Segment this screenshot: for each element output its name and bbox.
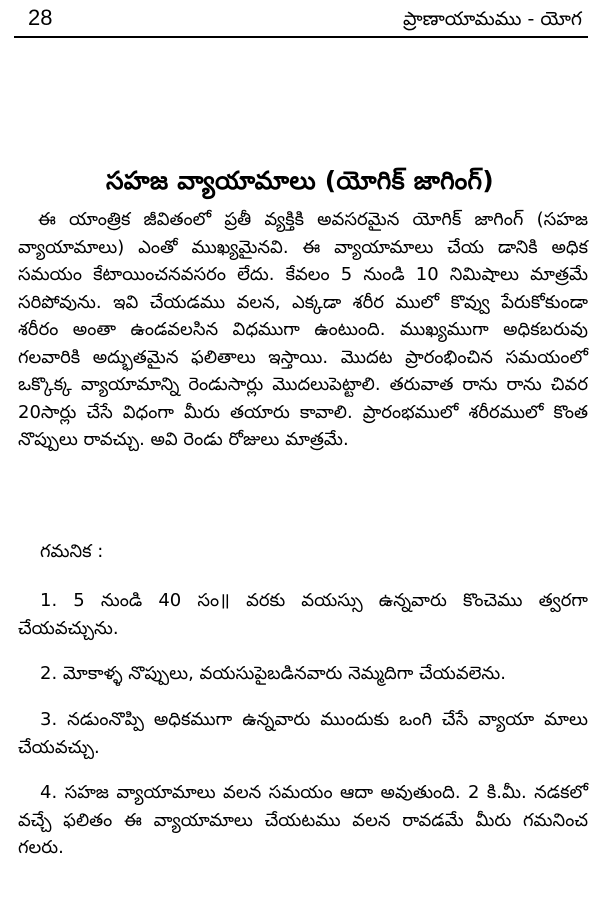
note-item-2: 2. మోకాళ్ళ నొప్పులు, వయసుపైబడినవారు నెమ్మదిగా చేయవలెను. (40, 663, 506, 684)
note-heading: గమనిక : (40, 541, 104, 562)
header-rule (14, 36, 588, 38)
note-item-3: 3. నడుంనొప్పి అధికముగా ఉన్నవారు ముందుకు ఒంగి చేసే వ్యాయా మాలు చేయవచ్చు. (18, 709, 588, 758)
note-item-4: 4. సహజ వ్యాయామాలు వలన సమయం ఆదా అవుతుంది. 2 కి.మీ. నడకలో వచ్చే ఫలితం ఈ వ్యాయామాలు చేయటము వలన రావడమే మీరు గమనించ గలరు. (18, 782, 588, 858)
note-item-1: 1. 5 నుండి 40 సం॥ వరకు వయస్సు ఉన్నవారు కొంచెము త్వరగా చేయవచ్చును. (18, 590, 588, 639)
section-title: సహజ వ్యాయామాలు (యోగిక్ జాగింగ్) (106, 166, 494, 195)
running-header-title: ప్రాణాయామము - యోగ (403, 8, 582, 30)
page-number: 28 (28, 5, 53, 30)
body-paragraph: ఈ యాంత్రిక జీవితంలో ప్రతీ వ్యక్తికి అవసరమైన యోగిక్ జాగింగ్ (సహజ వ్యాయామాలు) ఎంతో ముఖ్యమైనవి. ఈ వ్యాయామాలు చేయ డానికి అధిక సమయం కేటాయించనవసరం లేదు. కేవలం 5 నుండి 10 నిమిషాలు మాత్రమే సరిపోవును. ఇవి చేయడము వలన, ఎక్కడా శరీర ములో కొవ్వు పేరుకోకుండా శరీరం అంతా ఉండవలసిన విధముగా ఉంటుంది. ముఖ్యముగా అధికబరువు గలవారికి అద్భుతమైన ఫలితాలు ఇస్తాయి. మొదట ప్రారంభించిన సమయంలో ఒక్కొక్క వ్యాయామాన్ని రెండుసార్లు మొదలుపెట్టాలి. తరువాత రాను రాను చివర 20సార్లు చేసే విధంగా మీరు తయారు కావాలి. ప్రారంభములో శరీరములో కొంత నొప్పులు రావచ్చు. అవి రెండు రోజులు మాత్రమే. (18, 209, 588, 450)
